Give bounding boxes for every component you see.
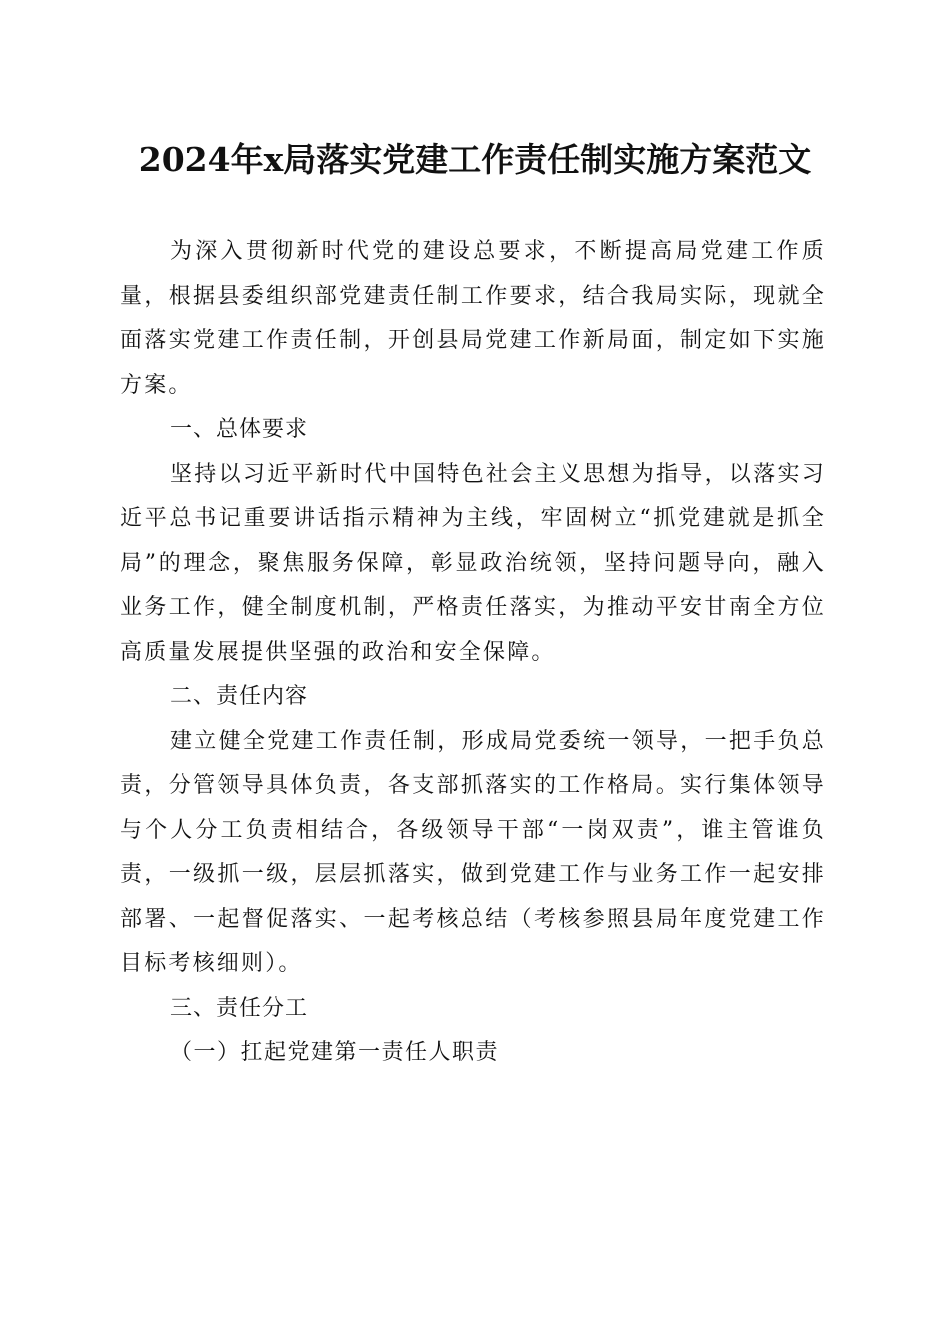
document-body — [120, 230, 826, 1076]
subsection-heading-first-responsible: （一）扛起党建第一责任人职责 — [170, 1040, 500, 1065]
document-title: 2024年x局落实党建工作责任制实施方案范文 — [138, 140, 812, 179]
intro-paragraph: 为深入贯彻新时代党的建设总要求，不断提高局党建工作质量，根据县委组织部党建责任制工作要求，结合我局实际，现就全面落实党建工作责任制，开创县局党建工作新局面，制定如下实施方案。 — [120, 239, 826, 398]
section-heading-responsibility-content: 二、责任内容 — [170, 684, 309, 709]
responsibility-content-paragraph: 建立健全党建工作责任制，形成局党委统一领导，一把手负总责，分管领导具体负责，各支部抓落实的工作格局。实行集体领导与个人分工负责相结合，各级领导干部“一岗双责”，谁主管谁负责，一级抓一级，层层抓落实，做到党建工作与业务工作一起安排部署、一起督促落实、一起考核总结（考核参照县局年度党建工作目标考核细则）。 — [120, 728, 826, 976]
section-heading-general-requirements: 一、总体要求 — [170, 417, 309, 442]
general-requirements-paragraph: 坚持以习近平新时代中国特色社会主义思想为指导，以落实习近平总书记重要讲话指示精神为主线，牢固树立“抓党建就是抓全局”的理念，聚焦服务保障，彰显政治统领，坚持问题导向，融入业务工作，健全制度机制，严格责任落实，为推动平安甘南全方位高质量发展提供坚强的政治和安全保障。 — [120, 461, 826, 665]
section-heading-responsibility-division: 三、责任分工 — [170, 995, 309, 1021]
